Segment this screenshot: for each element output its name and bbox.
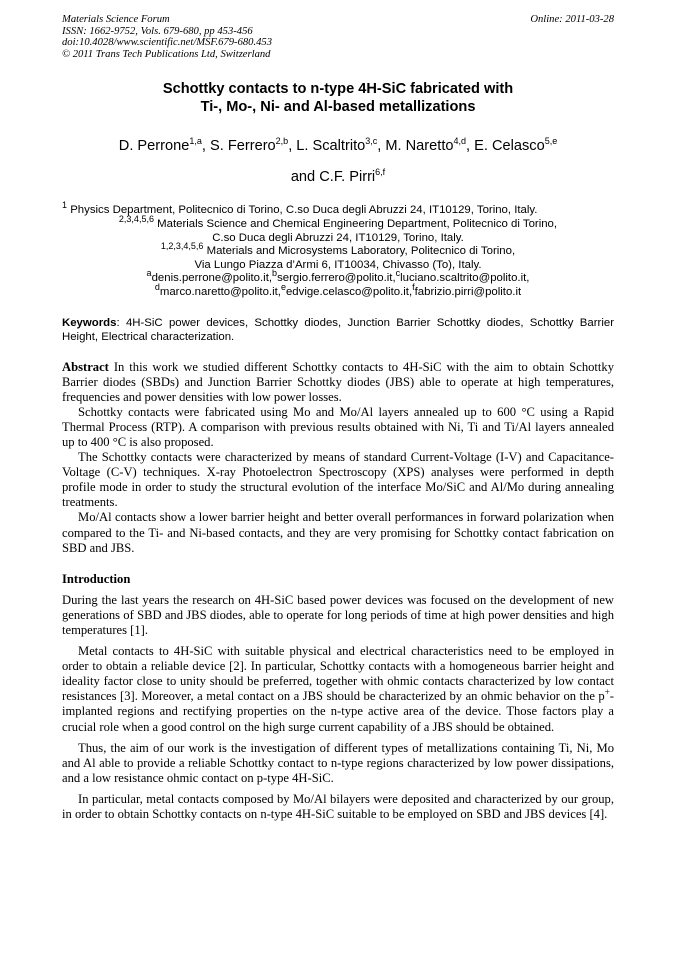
affiliations — [62, 200, 614, 299]
author-name: D. Perrone — [118, 138, 190, 155]
intro-text: Metal contacts to 4H-SiC with suitable physical and electrical characteristics need to be employed in order to obtain a reliable device [2]. In particular, Schottky contacts with a homogeneous barrier height and ideality factor close to unity should be preferred, together with ohmic contacts characterized by low contact resistances [3]. Moreover, a metal contact on a JBS should be characterized by an ohmic behavior on the p — [62, 644, 614, 704]
email-marker: c — [395, 268, 401, 279]
email-link[interactable]: edvige.celasco@polito.it, — [285, 285, 413, 298]
affiliation-text: Materials Science and Chemical Engineering Department, Politecnico di Torino, — [157, 217, 558, 230]
affiliation-text: Physics Department, Politecnico di Torino, C.so Duca degli Abruzzi 24, IT10129, Torino, Italy. — [70, 204, 538, 217]
affiliation-marker: 2,3,4,5,6 — [118, 214, 154, 225]
journal-header — [62, 14, 614, 60]
online-date: Online: 2011-03-28 — [530, 14, 614, 25]
affiliation-text: Materials and Microsystems Laboratory, Politecnico di Torino, — [206, 245, 516, 258]
email-line-2 — [62, 282, 614, 300]
author-superscript: 1,a — [189, 136, 202, 147]
intro-paragraph: Thus, the aim of our work is the investigation of different types of metallizations containing Ti, Ni, Mo and Al able to provide a reliable Schottky contact to n-type regions characterized by low power dissipations, and a low resistance ohmic contact on p-type 4H-SiC. — [62, 740, 614, 785]
intro-text: -implanted regions and rectifying properties on the n-type active area of the device. Those factors play a crucial role when a good control on the high surge current capability of a JBS should be obtained. — [62, 689, 614, 734]
email-marker: a — [146, 268, 152, 279]
author-name: S. Ferrero — [209, 138, 276, 155]
paper-page — [62, 14, 614, 822]
intro-paragraph — [62, 644, 614, 735]
author-row-2 — [62, 169, 614, 186]
author-list — [62, 138, 614, 186]
affiliation-2 — [62, 214, 614, 232]
email-link[interactable]: luciano.scaltrito@polito.it, — [400, 272, 530, 285]
copyright-line: © 2011 Trans Tech Publications Ltd, Switzerland — [62, 48, 271, 60]
keywords-text: : 4H-SiC power devices, Schottky diodes, Junction Barrier Schottky diodes, Schottky Barrier Height, Electrical characterization. — [62, 316, 614, 343]
email-marker: d — [154, 282, 160, 293]
affiliation-3-address: Via Lungo Piazza d’Armi 6, IT10034, Chivasso (To), Italy. — [194, 258, 482, 271]
email-link[interactable]: fabrizio.pirri@polito.it — [414, 285, 522, 298]
superscript-plus: + — [604, 687, 610, 698]
abstract-text: In this work we studied different Schottky contacts to 4H-SiC with the aim to obtain Schottky Barrier diodes (SBDs) and Junction Barrier Schottky diodes (JBS) able to operate at high temperatures, frequencies and power densities with low power losses. — [62, 359, 614, 404]
issn-line: ISSN: 1662-9752, Vols. 679-680, pp 453-456 — [62, 25, 253, 37]
abstract-paragraph: Mo/Al contacts show a lower barrier height and better overall performances in forward polarization when compared to the Ti- and Ni-based contacts, and they are very promising for Schottky contact fabrication on SBD and JBS. — [62, 510, 614, 555]
author-name: M. Naretto — [385, 138, 454, 155]
section-heading-introduction: Introduction — [62, 571, 131, 586]
intro-paragraph: In particular, metal contacts composed by Mo/Al bilayers were deposited and characterized by our group, in order to obtain Schottky contacts on n-type 4H-SiC suitable to be employed on SBD and JBS devices [4]. — [62, 791, 614, 821]
author-name: E. Celasco — [474, 138, 545, 155]
keywords — [62, 316, 614, 344]
paper-title — [62, 80, 614, 116]
affiliation-marker: 1 — [62, 200, 68, 211]
author-name: C.F. Pirri — [319, 169, 376, 186]
abstract-paragraph: The Schottky contacts were characterized by means of standard Current-Voltage (I-V) and Capacitance-Voltage (C-V) techniques. X-ray Photoelectron Spectroscopy (XPS) analyses were performed in depth profile mode in order to study the structural evolution of the interface Mo/SiC and Al/Mo during annealing treatments. — [62, 450, 614, 510]
affiliation-marker: 1,2,3,4,5,6 — [160, 241, 204, 252]
abstract-paragraph: Schottky contacts were fabricated using Mo and Mo/Al layers annealed up to 600 °C using a Rapid Thermal Process (RTP). A comparison with previous results obtained with Ni, Ti and Ti/Al layers annealed up to 400 °C is also proposed. — [62, 404, 614, 449]
email-marker: b — [272, 268, 278, 279]
author-superscript: 2,b — [275, 136, 289, 147]
email-link[interactable]: sergio.ferrero@polito.it, — [277, 272, 396, 285]
email-marker: f — [412, 282, 415, 293]
author-conjunction: and — [290, 169, 316, 186]
doi-line: doi:10.4028/www.scientific.net/MSF.679-680.453 — [62, 37, 272, 49]
journal-name: Materials Science Forum — [62, 14, 170, 25]
email-line-1 — [62, 268, 614, 286]
affiliation-3 — [62, 241, 614, 259]
author-row-1: D. Perrone$^{1,a}$, S. Ferrero$^{2,b}$, L. Scaltrito$^{3,c}$, M. Naretto$^{4,d}$, E. Celasco$^{5,e}$ — [118, 136, 558, 155]
intro-paragraph: During the last years the research on 4H-SiC based power devices was focused on the development of new generations of SBD and JBS diodes, able to operate for long periods of time at high power densities and high temperatures [1]. — [62, 592, 614, 637]
title-line-1: Schottky contacts to n-type 4H-SiC fabricated with — [162, 81, 514, 98]
author-superscript: 5,e — [544, 136, 558, 147]
email-link[interactable]: denis.perrone@polito.it, — [151, 272, 273, 285]
author-name: L. Scaltrito — [296, 138, 366, 155]
title-line-2: Ti-, Mo-, Ni- and Al-based metallizations — [200, 99, 476, 116]
author-superscript: 3,c — [365, 136, 378, 147]
affiliation-2-address: C.so Duca degli Abruzzi 24, IT10129, Torino, Italy. — [212, 231, 464, 244]
abstract-label: Abstract — [62, 359, 109, 374]
author-superscript: 6,f — [375, 167, 386, 178]
introduction-body — [62, 593, 614, 822]
abstract — [62, 360, 614, 556]
abstract-paragraph — [62, 360, 614, 405]
author-superscript: 4,d — [453, 136, 467, 147]
email-link[interactable]: marco.naretto@polito.it, — [159, 285, 281, 298]
email-marker: e — [280, 282, 286, 293]
keywords-label: Keywords — [62, 316, 117, 329]
